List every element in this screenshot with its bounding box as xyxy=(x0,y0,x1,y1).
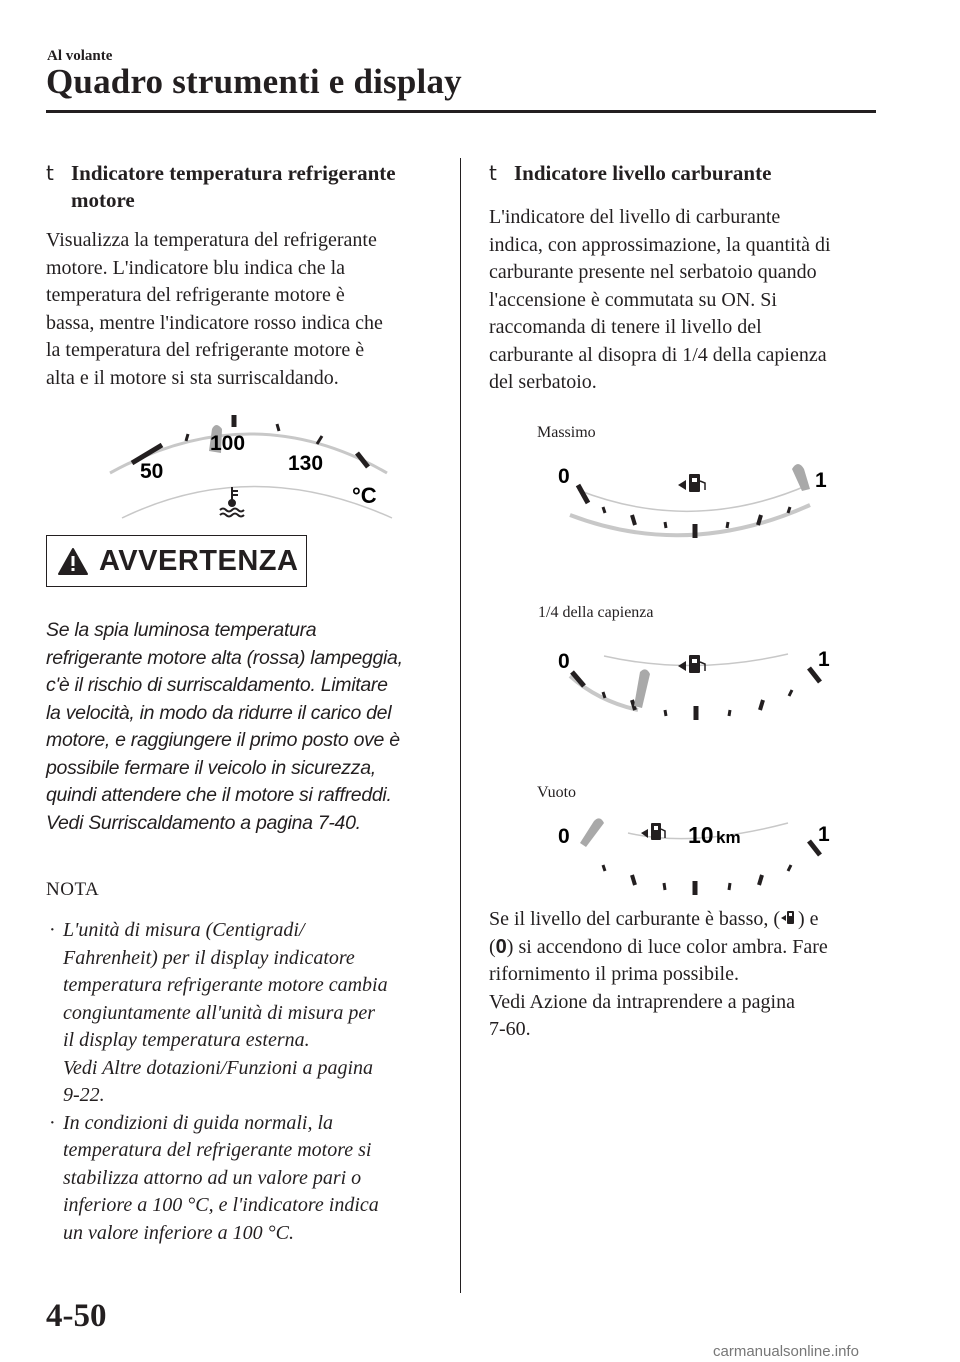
body-line: rifornimento il prima possibile. xyxy=(489,963,739,985)
fuel-full-label: 1 xyxy=(815,469,827,492)
fuel-needle xyxy=(634,669,650,708)
note-line: temperatura refrigerante motore cambia xyxy=(63,974,388,996)
warning-line: quindi attendere che il motore si raffreddi. xyxy=(46,784,392,806)
fuel-gauge-full xyxy=(548,455,838,545)
body-line: carburante al disopra di 1/4 della capienza xyxy=(489,343,827,366)
gauge-tick xyxy=(578,485,588,503)
warning-box xyxy=(46,535,307,587)
fuel-range-value: 10 xyxy=(688,822,714,848)
body-line: del serbatoio. xyxy=(489,371,597,393)
fuel-heading-text: Indicatore livello carburante xyxy=(514,161,772,185)
fuel-full-label: 1 xyxy=(818,648,830,671)
right-column xyxy=(489,160,884,397)
bullet-dot-icon: · xyxy=(49,919,56,941)
note-line: Fahrenheit) per il display indicatore xyxy=(63,946,355,969)
body-line: l'accensione è commutata su ON. Si xyxy=(489,288,777,311)
gauge-tick xyxy=(632,875,635,885)
left-column xyxy=(46,160,438,1247)
coolant-heading xyxy=(46,160,438,214)
note-line: un valore inferiore a 100 °C. xyxy=(63,1221,294,1244)
gauge-tick xyxy=(665,710,666,716)
body-line xyxy=(489,906,884,934)
column-divider xyxy=(460,158,461,1293)
gauge-caption: Vuoto xyxy=(537,784,577,801)
body-line: carburante presente nel serbatoio quando xyxy=(489,261,817,283)
fuel-gauge-quarter xyxy=(548,636,838,726)
coolant-body xyxy=(46,227,438,392)
body-line: indica, con approssimazione, la quantità di xyxy=(489,233,831,256)
warning-line: motore, e raggiungere il primo posto ove è xyxy=(46,729,400,751)
fuel-range-unit: km xyxy=(716,828,741,847)
gauge-tick xyxy=(603,692,605,698)
body-line: L'indicatore del livello di carburante xyxy=(489,206,781,228)
note-list xyxy=(46,917,438,1247)
gauge-tick xyxy=(603,507,605,513)
note-line: 9-22. xyxy=(63,1084,105,1106)
text-fragment: ( xyxy=(489,935,496,958)
gauge-tick xyxy=(664,883,665,890)
temp-high-label: 130 xyxy=(288,452,324,475)
note-item xyxy=(46,917,438,1110)
note-line: L'unità di misura (Centigradi/ xyxy=(63,919,305,941)
gauge-tick xyxy=(759,875,762,885)
fuel-pump-icon xyxy=(780,909,798,927)
gauge-tick xyxy=(788,507,790,513)
gauge-caption: 1/4 della capienza xyxy=(538,604,654,621)
body-line: motore. L'indicatore blu indica che la xyxy=(46,256,346,279)
note-line: congiuntamente all'unità di misura per xyxy=(63,1001,376,1024)
temp-mid-label: 100 xyxy=(210,432,246,455)
fuel-full-label: 1 xyxy=(818,823,830,846)
fuel-empty-symbol: 0 xyxy=(495,935,507,958)
note-line: inferiore a 100 °C, e l'indicatore indica xyxy=(63,1194,379,1216)
note-line: temperatura del refrigerante motore si xyxy=(63,1139,372,1161)
page-number: 4-50 xyxy=(46,1298,107,1334)
text-fragment: ) e xyxy=(798,908,819,930)
note-item xyxy=(46,1110,438,1248)
coolant-heading-line: motore xyxy=(71,188,135,212)
gauge-tick xyxy=(727,522,728,528)
gauge-tick xyxy=(603,865,605,871)
fuel-heading xyxy=(489,160,884,187)
text-fragment: Se il livello del carburante è basso, ( xyxy=(489,908,781,930)
note-line: il display temperatura esterna. xyxy=(63,1029,310,1051)
warning-line: Vedi Surriscaldamento a pagina 7-40. xyxy=(46,811,361,834)
coolant-heading-line: Indicatore temperatura refrigerante xyxy=(71,161,396,185)
bullet-dot-icon: · xyxy=(49,1111,56,1134)
warning-label: AVVERTENZA xyxy=(99,544,299,577)
warning-text xyxy=(46,617,438,837)
gauge-tick xyxy=(760,700,763,710)
body-line: 7-60. xyxy=(489,1018,531,1040)
warning-line: possibile fermare il veicolo in sicurezza, xyxy=(46,756,376,779)
gauge-tick xyxy=(317,436,322,444)
coolant-temperature-icon xyxy=(220,487,244,517)
note-line: stabilizza attorno ad un valore pari o xyxy=(63,1166,362,1189)
watermark: carmanualsonline.info xyxy=(713,1343,859,1360)
gauge-tick xyxy=(729,883,730,890)
note-line: Vedi Altre dotazioni/Funzioni a pagina xyxy=(63,1056,373,1079)
gauge-tick xyxy=(788,865,791,871)
fuel-pump-icon xyxy=(678,655,705,673)
fuel-empty-label: 0 xyxy=(558,825,570,848)
temperature-gauge xyxy=(102,415,402,523)
fuel-empty-label: 0 xyxy=(558,465,570,488)
warning-line: refrigerante motore alta (rossa) lampeggia, xyxy=(46,646,403,669)
warning-line: la velocità, in modo da ridurre il carico del xyxy=(46,701,392,724)
temp-unit-label: °C xyxy=(352,483,377,508)
temp-low-label: 50 xyxy=(140,460,164,483)
body-line: Vedi Azione da intraprendere a pagina xyxy=(489,990,795,1013)
body-line: temperatura del refrigerante motore è xyxy=(46,284,345,306)
body-line: Visualizza la temperatura del refrigerante xyxy=(46,229,377,251)
body-line xyxy=(489,934,884,962)
fuel-needle xyxy=(580,818,604,847)
body-line: bassa, mentre l'indicatore rosso indica che xyxy=(46,311,383,334)
page-title: Quadro strumenti e display xyxy=(46,62,462,101)
gauge-caption: Massimo xyxy=(537,424,596,441)
warning-line: Se la spia luminosa temperatura xyxy=(46,619,317,641)
gauge-tick xyxy=(789,690,792,696)
gauge-tick xyxy=(277,424,279,431)
gauge-tick xyxy=(729,710,730,716)
fuel-pump-icon xyxy=(678,474,705,492)
fuel-gauge-empty xyxy=(548,813,838,903)
body-line: la temperatura del refrigerante motore è xyxy=(46,339,365,361)
section-bullet-icon: t xyxy=(489,161,497,185)
fuel-empty-label: 0 xyxy=(558,650,570,673)
warning-triangle-icon xyxy=(57,547,89,576)
gauge-tick xyxy=(186,434,188,441)
section-label: Al volante xyxy=(47,48,113,64)
text-fragment: ) si accendono di luce color ambra. Fare xyxy=(506,935,828,958)
section-bullet-icon: t xyxy=(46,161,54,185)
body-line: raccomanda di tenere il livello del xyxy=(489,316,762,338)
gauge-tick xyxy=(665,522,666,528)
body-line: alta e il motore si sta surriscaldando. xyxy=(46,366,339,389)
header-rule xyxy=(46,110,876,113)
fuel-body xyxy=(489,204,884,397)
note-line: In condizioni di guida normali, la xyxy=(63,1111,333,1134)
gauge-tick xyxy=(632,515,635,525)
warning-line: c'è il rischio di surriscaldamento. Limitare xyxy=(46,674,388,696)
fuel-needle xyxy=(792,464,810,491)
note-heading: NOTA xyxy=(46,879,100,900)
fuel-low-text xyxy=(489,906,884,1044)
